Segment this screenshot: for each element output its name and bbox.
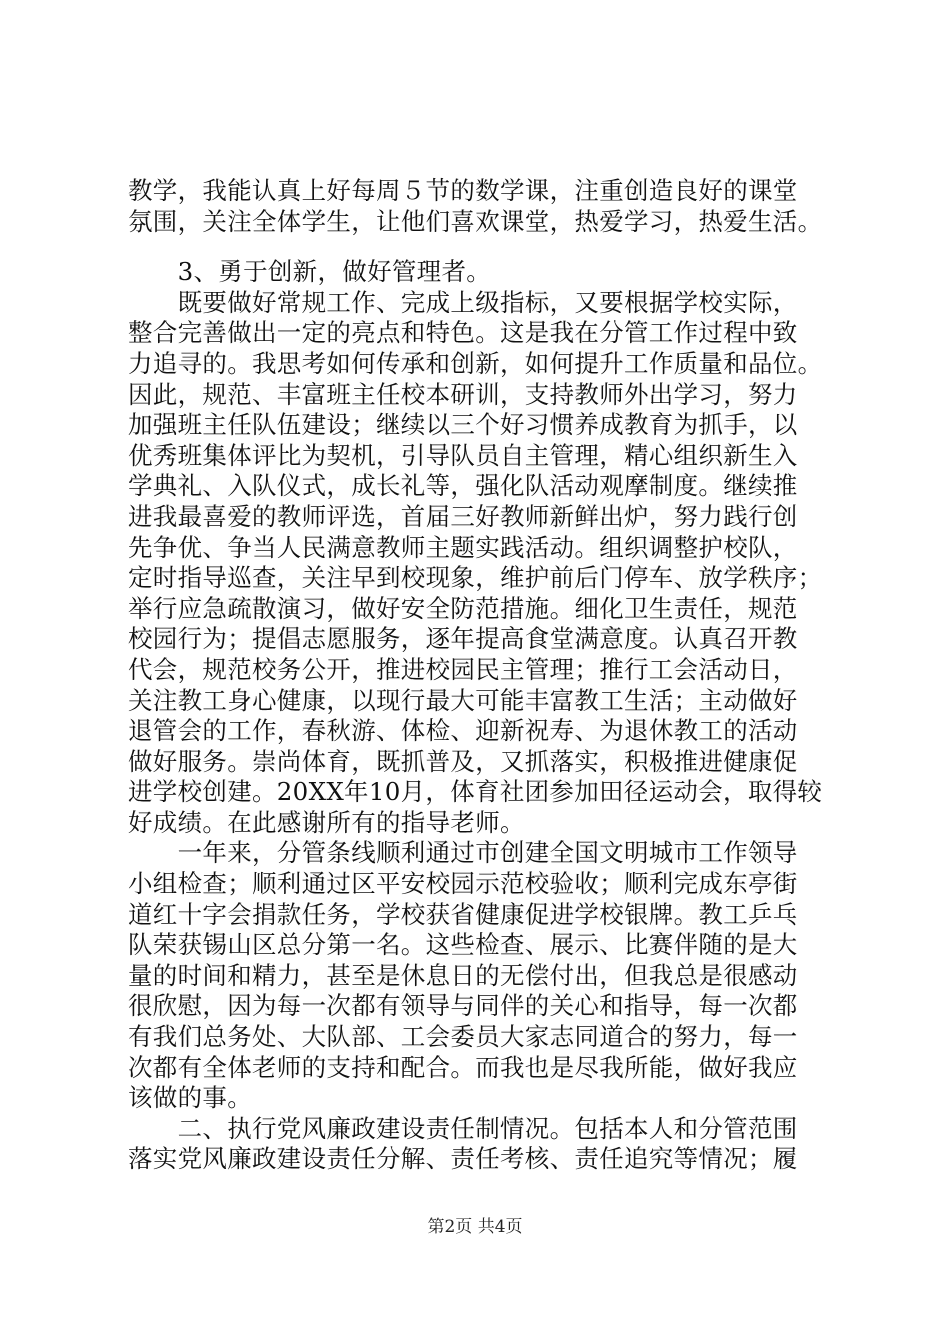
text-line: 道红十字会捐款任务，学校获省健康促进学校银牌。教工乒乓 (128, 899, 798, 929)
text-line: 先争优、争当人民满意教师主题实践活动。组织调整护校队， (128, 532, 798, 562)
text-line: 定时指导巡查，关注早到校现象，维护前后门停车、放学秩序； (128, 563, 823, 593)
text-line: 氛围，关注全体学生，让他们喜欢课堂，热爱学习，热爱生活。 (128, 206, 823, 236)
text-line: 优秀班集体评比为契机，引导队员自主管理，精心组织新生入 (128, 440, 798, 470)
text-line: 一年来，分管条线顺利通过市创建全国文明城市工作领导 (128, 838, 798, 868)
text-line: 小组检查；顺利通过区平安校园示范校验收；顺利完成东亭街 (128, 869, 798, 899)
body-text (128, 176, 840, 1175)
text-line: 整合完善做出一定的亮点和特色。这是我在分管工作过程中致 (128, 318, 798, 348)
text-line: 很欣慰，因为每一次都有领导与同伴的关心和指导，每一次都 (128, 991, 798, 1021)
text-line: 代会，规范校务公开，推进校园民主管理；推行工会活动日， (128, 654, 798, 684)
text-line: 量的时间和精力，甚至是休息日的无偿付出，但我总是很感动 (128, 960, 798, 990)
text-line: 退管会的工作，春秋游、体检、迎新祝寿、为退休教工的活动 (128, 716, 798, 746)
text-line: 关注教工身心健康，以现行最大可能丰富教工生活；主动做好 (128, 685, 798, 715)
section-heading: 3、勇于创新，做好管理者。 (128, 257, 492, 287)
text-line: 力追寻的。我思考如何传承和创新，如何提升工作质量和品位。 (128, 348, 823, 378)
text-line: 次都有全体老师的支持和配合。而我也是尽我所能，做好我应 (128, 1052, 798, 1082)
text-line: 该做的事。 (128, 1083, 252, 1113)
text-line: 举行应急疏散演习，做好安全防范措施。细化卫生责任，规范 (128, 593, 798, 623)
text-line: 学典礼、入队仪式，成长礼等，强化队活动观摩制度。继续推 (128, 471, 798, 501)
page-number-footer: 第2页 共4页 (427, 1217, 523, 1237)
text-line: 队荣获锡山区总分第一名。这些检查、展示、比赛伴随的是大 (128, 930, 798, 960)
text-line: 好成绩。在此感谢所有的指导老师。 (128, 807, 525, 837)
text-line: 落实党风廉政建设责任分解、责任考核、责任追究等情况；履 (128, 1144, 798, 1174)
text-line: 加强班主任队伍建设；继续以三个好习惯养成教育为抓手，以 (128, 410, 798, 440)
text-line: 进学校创建。20XX年10月，体育社团参加田径运动会，取得较 (128, 777, 823, 807)
text-line: 有我们总务处、大队部、工会委员大家志同道合的努力，每一 (128, 1022, 798, 1052)
text-line: 教学，我能认真上好每周５节的数学课，注重创造良好的课堂 (128, 176, 798, 205)
text-line: 做好服务。崇尚体育，既抓普及，又抓落实，积极推进健康促 (128, 746, 798, 776)
text-line: 进我最喜爱的教师评选，首届三好教师新鲜出炉，努力践行创 (128, 501, 798, 531)
text-line: 因此，规范、丰富班主任校本研训，支持教师外出学习，努力 (128, 379, 798, 409)
text-line: 二、执行党风廉政建设责任制情况。包括本人和分管范围 (128, 1113, 798, 1143)
text-line: 校园行为；提倡志愿服务，逐年提高食堂满意度。认真召开教 (128, 624, 798, 654)
text-line: 既要做好常规工作、完成上级指标，又要根据学校实际， (128, 287, 798, 317)
paragraph-gap (128, 237, 840, 257)
